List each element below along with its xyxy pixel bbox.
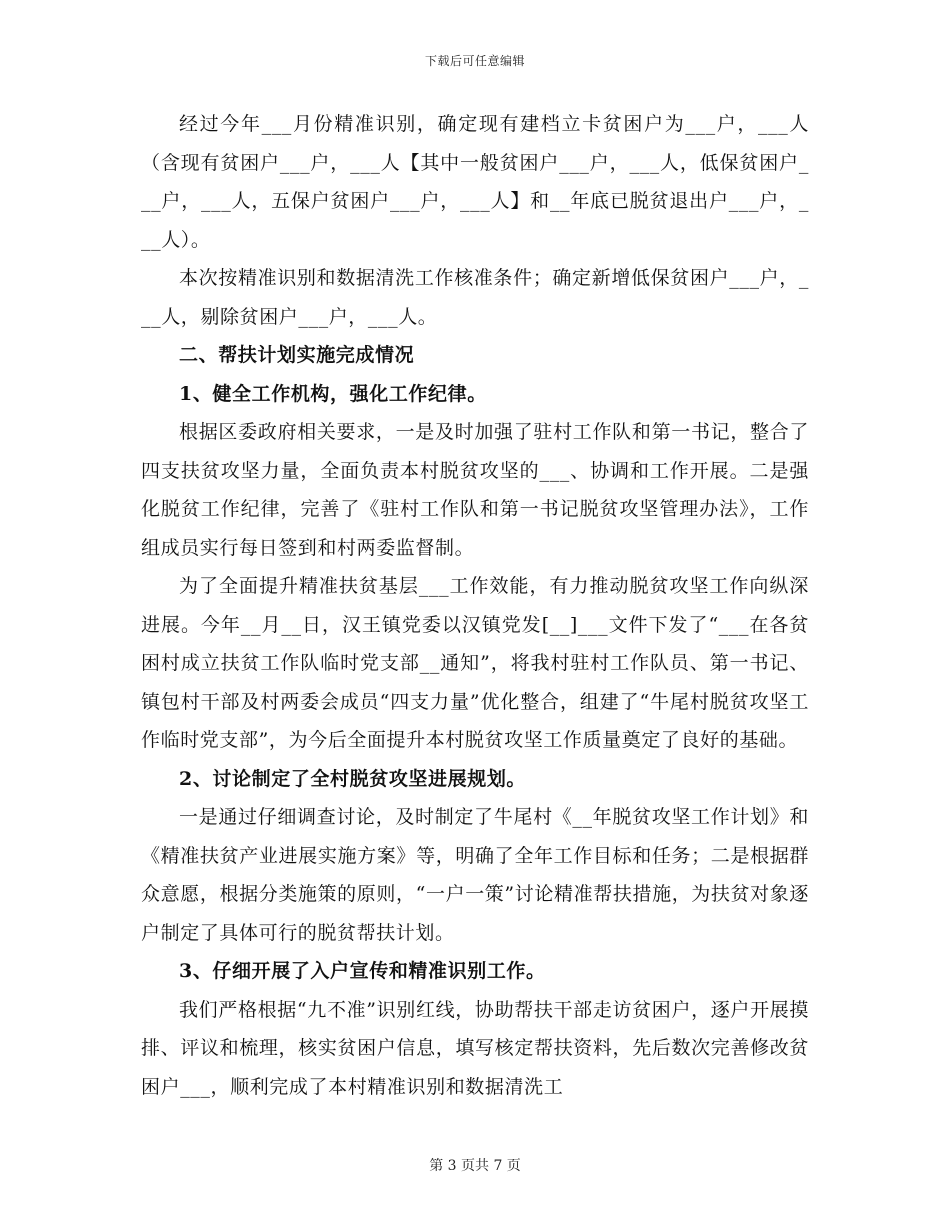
- page-footer-page-number: 第 3 页共 7 页: [429, 1158, 521, 1174]
- subheading-development-plan: 2、讨论制定了全村脱贫攻坚进展规划。: [179, 767, 527, 790]
- paragraph-identification-summary: 经过今年___月份精准识别，确定现有建档立卡贫困户为___户，___人（含现有贫困户___户，___人【其中一般贫困户___户，___人，低保贫困户___户，___人，五保户贫困户___户，___人】和__年底已脱贫退出户___户，___人）。: [141, 113, 809, 251]
- document-body: [141, 105, 809, 1106]
- paragraph-new-low-income: 本次按精准识别和数据清洗工作核准条件；确定新增低保贫困户___户，___人，剔除贫困户___户，___人。: [141, 267, 809, 328]
- section-heading-assistance-plan: 二、帮扶计划实施完成情况: [179, 344, 415, 366]
- subheading-work-organization: 1、健全工作机构，强化工作纪律。: [179, 382, 487, 405]
- subheading-household-outreach: 3、仔细开展了入户宣传和精准识别工作。: [179, 960, 546, 982]
- page-header: 下载后可任意编辑: [424, 54, 525, 68]
- paragraph-development-plan: 一是通过仔细调查讨论，及时制定了牛尾村《__年脱贫攻坚工作计划》和《精准扶贫产业进展实施方案》等，明确了全年工作目标和任务；二是根据群众意愿，根据分类施策的原则，“一户一策”讨论精准帮扶措施，为扶贫对象逐户制定了具体可行的脱贫帮扶计划。: [141, 806, 809, 944]
- paragraph-work-organization: 根据区委政府相关要求，一是及时加强了驻村工作队和第一书记，整合了四支扶贫攻坚力量，全面负责本村脱贫攻坚的___、协调和工作开展。二是强化脱贫工作纪律，完善了《驻村工作队和第一书记脱贫攻坚管理办法》，工作组成员实行每日签到和村两委监督制。: [141, 421, 809, 559]
- paragraph-household-outreach: 我们严格根据“九不准”识别红线，协助帮扶干部走访贫困户，逐户开展摸排、评议和梳理，核实贫困户信息，填写核定帮扶资料，先后数次完善修改贫困户___，顺利完成了本村精准识别和数据清洗工: [141, 998, 809, 1098]
- paragraph-party-branch: 为了全面提升精准扶贫基层___工作效能，有力推动脱贫攻坚工作向纵深进展。今年__月__日，汉王镇党委以汉镇党发[__]___文件下发了“___在各贫困村成立扶贫工作队临时党支部__通知”，将我村驻村工作队员、第一书记、镇包村干部及村两委会成员“四支力量”优化整合，组建了“牛尾村脱贫攻坚工作临时党支部”，为今后全面提升本村脱贫攻坚工作质量奠定了良好的基础。: [141, 575, 809, 751]
